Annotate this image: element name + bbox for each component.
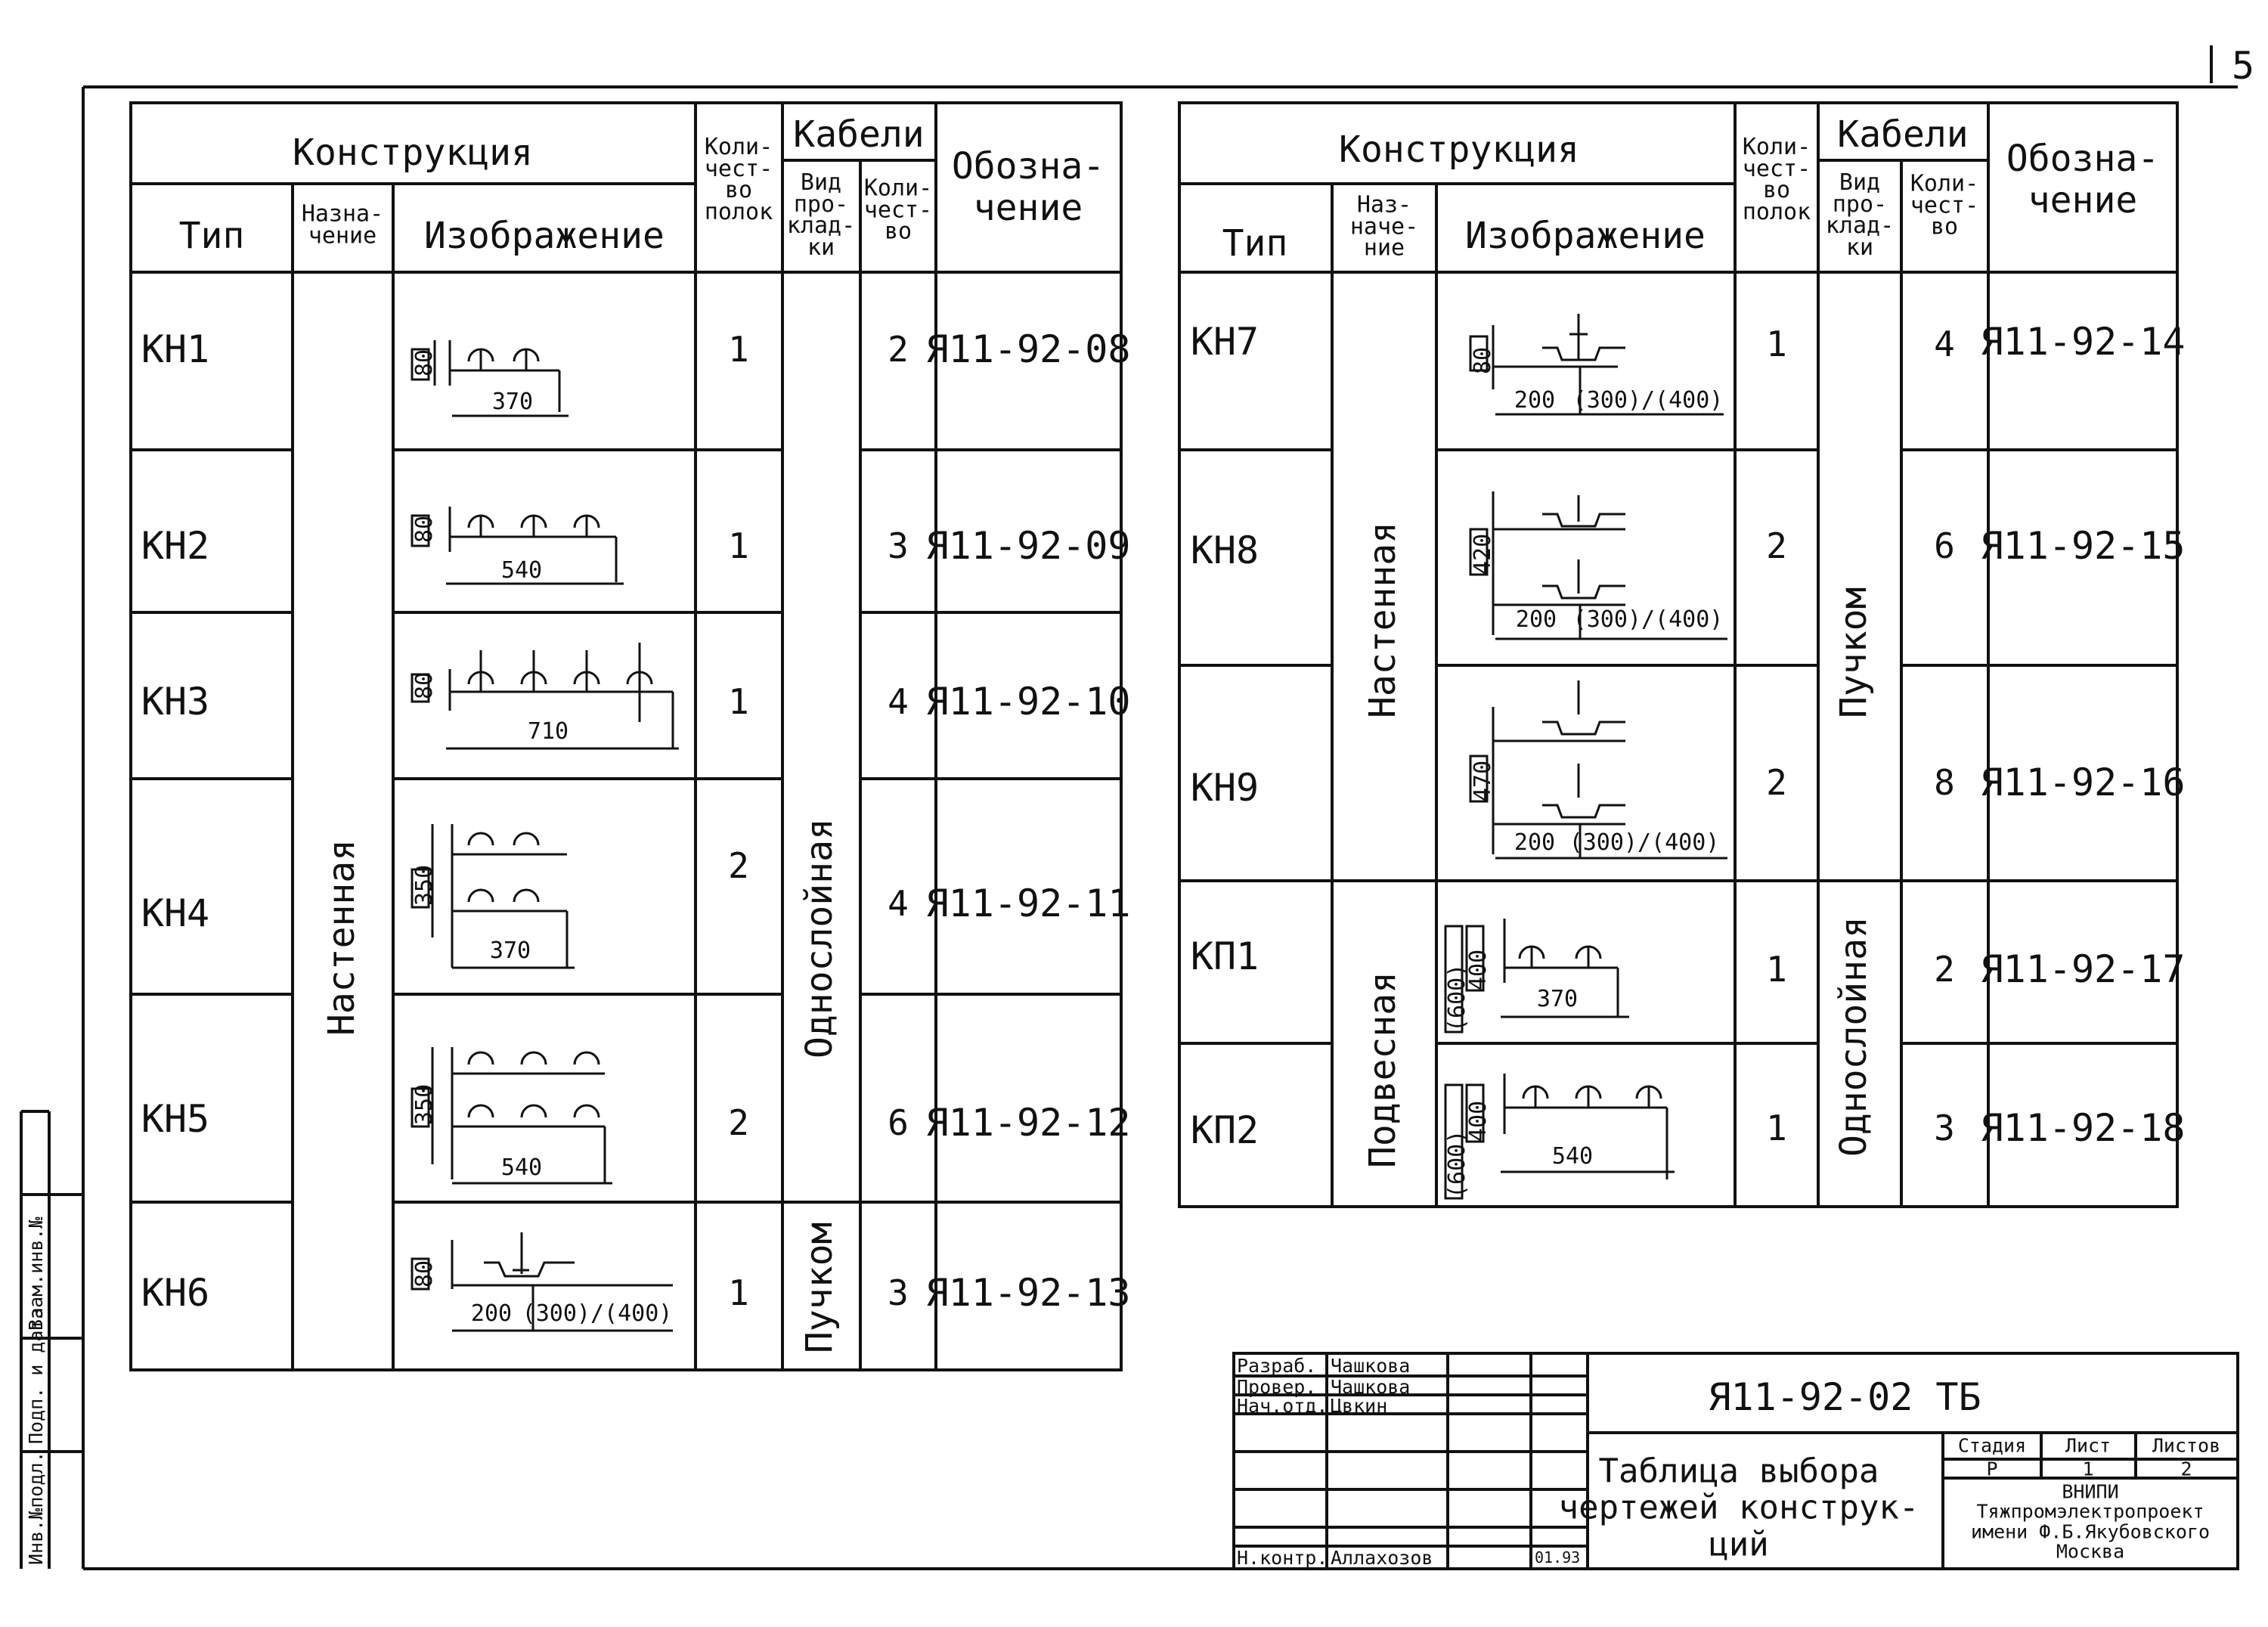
left-row-type: КН2: [141, 524, 210, 568]
tb-role: Провер.: [1237, 1376, 1317, 1398]
dim-label: 400: [1465, 949, 1492, 990]
right-hdr-purpose: Наз- наче- ние: [1349, 191, 1419, 262]
right-row-cables: 2: [1934, 949, 1955, 990]
dim-label: (300)/(400): [1572, 606, 1724, 633]
right-row-type: КП1: [1190, 934, 1259, 978]
dim-label: 540: [500, 556, 543, 584]
left-row-type: КН4: [141, 891, 210, 935]
right-hdr-cables: Кабели: [1837, 113, 1969, 156]
right-hdr-designation: Обозна- чение: [2006, 137, 2160, 222]
right-row-designation: Я11-92-17: [1980, 947, 2186, 991]
organization: ВНИПИ Тяжпромэлектропроект имени Ф.Б.Якубовского Москва: [1970, 1480, 2211, 1563]
left-row-type: КН1: [141, 327, 210, 371]
left-row-cables: 3: [888, 1272, 909, 1313]
dim-label: 80: [1470, 346, 1496, 374]
sheets-value: 2: [2180, 1458, 2192, 1480]
right-row-type: КН9: [1190, 766, 1259, 810]
dim-label: (300)/(400): [1569, 829, 1720, 856]
dim-label: (600): [1444, 963, 1470, 1032]
stage-header: Стадия: [1957, 1434, 2027, 1457]
side-stamp-inv: Инв.№подл.: [25, 1451, 47, 1565]
dim-label: 80: [411, 671, 438, 699]
side-stamp-replace: Взам.инв.№: [25, 1216, 47, 1331]
tb-name: Цвкин: [1331, 1395, 1388, 1417]
left-hdr-shelves: Коли- чест- во полок: [704, 134, 773, 225]
dim-label: (300)/(400): [522, 1300, 673, 1327]
left-row-designation: Я11-92-11: [925, 882, 1131, 925]
right-row-shelves: 1: [1766, 324, 1787, 364]
left-purpose-merged: Настенная: [321, 838, 363, 1036]
tb-name: Чашкова: [1331, 1376, 1411, 1398]
right-row-shelves: 1: [1766, 1108, 1787, 1148]
dim-label: 350: [411, 1083, 438, 1125]
right-row-shelves: 2: [1766, 762, 1787, 803]
left-row-cables: 3: [888, 525, 909, 566]
right-row-cables: 4: [1934, 324, 1955, 364]
dim-label: 80: [411, 515, 438, 543]
sheet-header: Лист: [2065, 1434, 2112, 1457]
stage-value: Р: [1986, 1458, 1998, 1480]
left-hdr-image: Изображение: [424, 215, 665, 257]
dim-label: 370: [491, 388, 534, 415]
right-purpose-suspended: Подвесная: [1362, 971, 1404, 1168]
right-row-type: КП2: [1190, 1108, 1259, 1152]
left-hdr-laying: Вид про- клад- ки: [786, 169, 856, 261]
right-row-shelves: 2: [1766, 525, 1787, 566]
right-row-type: КН7: [1190, 320, 1259, 364]
left-hdr-construction: Конструкция: [293, 132, 533, 174]
tb-role: Нач.отд.: [1237, 1395, 1328, 1417]
right-purpose-wall: Настенная: [1362, 521, 1404, 718]
left-row-designation: Я11-92-12: [925, 1101, 1131, 1145]
dim-label: 350: [411, 864, 438, 906]
right-row-cables: 3: [1934, 1108, 1955, 1148]
left-row-cables: 4: [888, 883, 909, 924]
right-hdr-laying: Вид про- клад- ки: [1825, 169, 1895, 261]
tb-role: Н.контр.: [1237, 1547, 1328, 1569]
sheet-number: 5: [2232, 44, 2255, 88]
dim-label: 200: [1514, 386, 1556, 414]
right-hdr-cable-count: Коли- чест- во: [1910, 170, 1979, 240]
left-row-designation: Я11-92-13: [925, 1271, 1131, 1315]
left-hdr-purpose: Назна- чение: [301, 200, 384, 249]
right-hdr-shelves: Коли- чест- во полок: [1742, 134, 1811, 225]
left-laying-bundle: Пучком: [798, 1222, 841, 1353]
right-row-cables: 8: [1934, 762, 1955, 803]
right-hdr-type: Тип: [1222, 222, 1288, 265]
right-hdr-construction: Конструкция: [1339, 129, 1579, 171]
left-row-shelves: 2: [728, 845, 749, 886]
dim-label: 420: [1470, 533, 1496, 575]
left-row-type: КН5: [141, 1097, 210, 1141]
dim-label: 400: [1465, 1100, 1492, 1142]
side-stamp-sign: Подп. и дата: [25, 1307, 47, 1444]
dim-label: 200: [1515, 606, 1557, 633]
left-laying-single: Однослойная: [798, 818, 841, 1058]
left-row-shelves: 2: [728, 1102, 749, 1143]
left-row-type: КН6: [141, 1271, 210, 1315]
right-row-cables: 6: [1934, 525, 1955, 566]
sheet-value: 1: [2082, 1458, 2094, 1480]
dim-label: 200: [470, 1300, 513, 1327]
dim-label: 370: [489, 937, 531, 964]
left-row-designation: Я11-92-10: [925, 680, 1131, 724]
dim-label: 80: [411, 349, 438, 377]
dim-label: 540: [500, 1154, 543, 1181]
tb-name: Аллахозов: [1331, 1547, 1433, 1569]
right-row-designation: Я11-92-18: [1980, 1106, 2186, 1150]
left-row-shelves: 1: [728, 329, 749, 370]
dim-label: (600): [1444, 1130, 1470, 1198]
tb-name: Чашкова: [1331, 1355, 1411, 1377]
left-row-cables: 2: [888, 329, 909, 370]
dim-label: (300)/(400): [1572, 386, 1724, 414]
left-hdr-cable-count: Коли- чест- во: [863, 175, 933, 245]
dim-label: 200: [1514, 829, 1556, 856]
left-row-designation: Я11-92-08: [925, 327, 1131, 371]
document-title: Таблица выбора чертежей конструк- ций: [1558, 1452, 1919, 1564]
right-row-designation: Я11-92-16: [1980, 761, 2186, 804]
dim-label: 710: [527, 717, 569, 745]
right-row-shelves: 1: [1766, 949, 1787, 990]
right-laying-single: Однослойная: [1833, 916, 1875, 1157]
left-row-shelves: 1: [728, 1272, 749, 1313]
left-row-cables: 6: [888, 1102, 909, 1143]
tb-date: 01.93: [1535, 1548, 1581, 1567]
right-row-type: КН8: [1190, 528, 1259, 572]
right-laying-bundle: Пучком: [1833, 587, 1875, 718]
sheets-header: Листов: [2152, 1434, 2221, 1457]
left-hdr-designation: Обозна- чение: [951, 144, 1105, 229]
document-code: Я11-92-02 ТБ: [1708, 1375, 1981, 1419]
left-row-shelves: 1: [728, 525, 749, 566]
dim-label: 370: [1536, 985, 1579, 1012]
dim-label: 470: [1470, 760, 1496, 801]
tb-role: Разраб.: [1237, 1355, 1317, 1377]
right-row-designation: Я11-92-15: [1980, 524, 2186, 568]
left-hdr-cables: Кабели: [793, 113, 925, 156]
right-hdr-image: Изображение: [1465, 215, 1706, 257]
dim-label: 540: [1551, 1142, 1594, 1170]
left-row-type: КН3: [141, 680, 210, 724]
left-row-shelves: 1: [728, 681, 749, 722]
left-hdr-type: Тип: [178, 215, 245, 257]
left-row-cables: 4: [888, 681, 909, 722]
dim-label: 80: [411, 1260, 438, 1288]
right-row-designation: Я11-92-14: [1980, 320, 2186, 364]
left-row-designation: Я11-92-09: [925, 524, 1131, 568]
